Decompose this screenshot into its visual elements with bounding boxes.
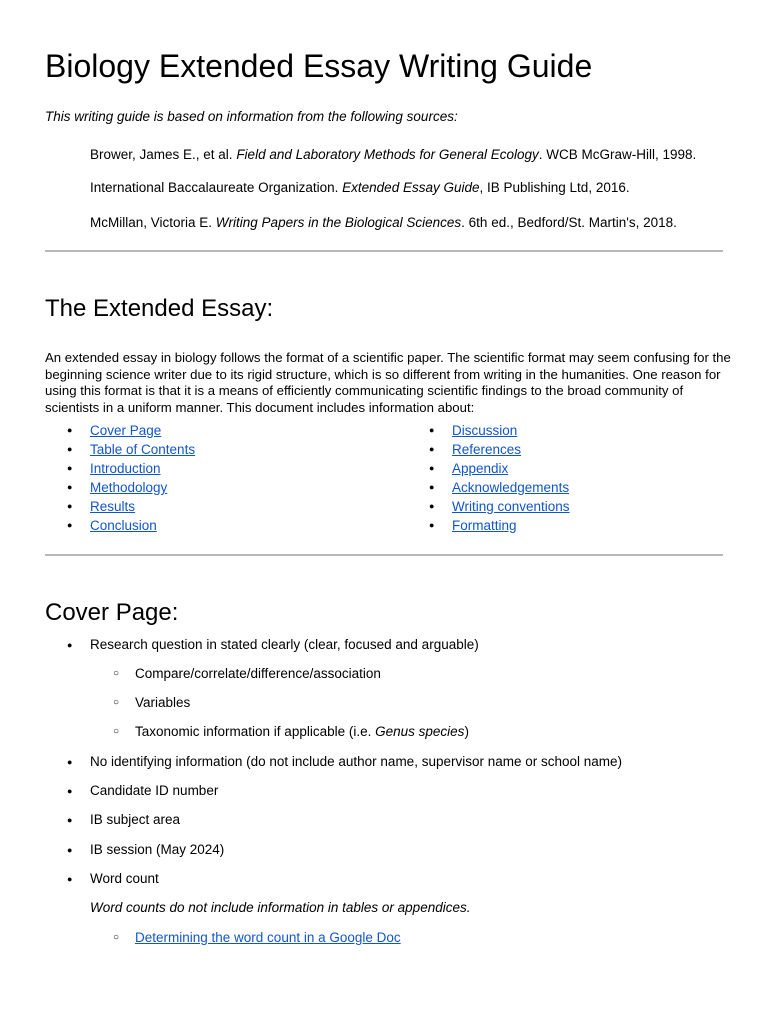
compare-correlate-item: Compare/correlate/difference/association xyxy=(135,666,381,681)
toc-item xyxy=(407,421,570,440)
section-divider xyxy=(45,250,723,252)
toc-list-right xyxy=(407,421,570,535)
toc-item xyxy=(45,459,195,478)
toc-link-cover-page[interactable]: Cover Page xyxy=(90,423,162,438)
toc-list-left xyxy=(45,421,195,535)
citation-publisher: . 6th ed., Bedford/St. Martin's, 2018. xyxy=(461,215,677,230)
document-title: Biology Extended Essay Writing Guide xyxy=(45,48,593,84)
toc-link-appendix[interactable]: Appendix xyxy=(452,461,509,476)
source-citation xyxy=(90,179,630,197)
citation-publisher: , IB Publishing Ltd, 2016. xyxy=(479,180,630,195)
word-count-item: Word count xyxy=(90,871,159,886)
toc-item xyxy=(45,478,195,497)
circle-bullet-icon: ○ xyxy=(113,697,120,708)
toc-link-conclusion[interactable]: Conclusion xyxy=(90,518,157,533)
taxonomic-close: ) xyxy=(464,724,469,739)
genus-species-text: Genus species xyxy=(375,724,465,739)
research-question-item: Research question in stated clearly (clear, focused and arguable) xyxy=(90,637,479,652)
citation-authors: McMillan, Victoria E. xyxy=(90,215,216,230)
toc-item xyxy=(407,478,570,497)
toc-item xyxy=(407,497,570,516)
bullet-icon: ● xyxy=(67,757,73,767)
no-identifying-info-item: No identifying information (do not include author name, supervisor name or school name) xyxy=(90,754,623,769)
toc-item xyxy=(45,440,195,459)
toc-link-discussion[interactable]: Discussion xyxy=(452,423,518,438)
taxonomic-item xyxy=(135,723,469,741)
taxonomic-text: Taxonomic information if applicable (i.e. xyxy=(135,724,376,739)
toc-item xyxy=(407,459,570,478)
toc-link-introduction[interactable]: Introduction xyxy=(90,461,161,476)
variables-item: Variables xyxy=(135,695,191,710)
word-count-google-doc-link[interactable]: Determining the word count in a Google Doc xyxy=(135,930,401,945)
toc-item xyxy=(45,497,195,516)
candidate-id-item: Candidate ID number xyxy=(90,783,219,798)
citation-title: Extended Essay Guide xyxy=(342,180,480,195)
extended-essay-paragraph: An extended essay in biology follows the format of a scientific paper. The scientific format may seem confusing for the beginning science writer due to its rigid structure, which is so different from writing in the humanities. One reason for using this format is that it is a means of efficiently communicating scientific findings to the broad community of scientists in a uniform manner. This document includes information about: xyxy=(45,350,731,415)
citation-publisher: . WCB McGraw-Hill, 1998. xyxy=(538,147,697,162)
toc-link-table-of-contents[interactable]: Table of Contents xyxy=(90,442,196,457)
toc-item xyxy=(45,516,195,535)
bullet-icon: ● xyxy=(67,815,73,825)
toc-link-methodology[interactable]: Methodology xyxy=(90,480,168,495)
extended-essay-heading: The Extended Essay: xyxy=(45,295,274,322)
citation-title: Field and Laboratory Methods for General Ecology xyxy=(236,147,539,162)
citation-authors: International Baccalaureate Organization. xyxy=(90,180,343,195)
subject-area-item: IB subject area xyxy=(90,812,181,827)
toc-link-writing-conventions[interactable]: Writing conventions xyxy=(452,499,570,514)
toc-link-formatting[interactable]: Formatting xyxy=(452,518,517,533)
source-citation xyxy=(90,214,677,232)
sources-intro: This writing guide is based on information from the following sources: xyxy=(45,109,458,124)
toc-item xyxy=(407,516,570,535)
toc-link-results[interactable]: Results xyxy=(90,499,136,514)
source-citation xyxy=(90,146,696,164)
word-count-note: Word counts do not include information in tables or appendices. xyxy=(90,900,471,915)
citation-title: Writing Papers in the Biological Sciences xyxy=(215,215,462,230)
circle-bullet-icon: ○ xyxy=(113,726,120,737)
toc-item xyxy=(407,440,570,459)
section-divider xyxy=(45,554,723,556)
bullet-icon: ● xyxy=(67,640,73,650)
circle-bullet-icon: ○ xyxy=(113,932,120,943)
bullet-icon: ● xyxy=(67,845,73,855)
ib-session-item: IB session (May 2024) xyxy=(90,842,225,857)
bullet-icon: ● xyxy=(67,786,73,796)
bullet-icon: ● xyxy=(67,874,73,884)
toc-link-references[interactable]: References xyxy=(452,442,522,457)
toc-item xyxy=(45,421,195,440)
cover-page-heading: Cover Page: xyxy=(45,599,179,626)
toc-link-acknowledgements[interactable]: Acknowledgements xyxy=(452,480,570,495)
circle-bullet-icon: ○ xyxy=(113,668,120,679)
citation-authors: Brower, James E., et al. xyxy=(90,147,237,162)
